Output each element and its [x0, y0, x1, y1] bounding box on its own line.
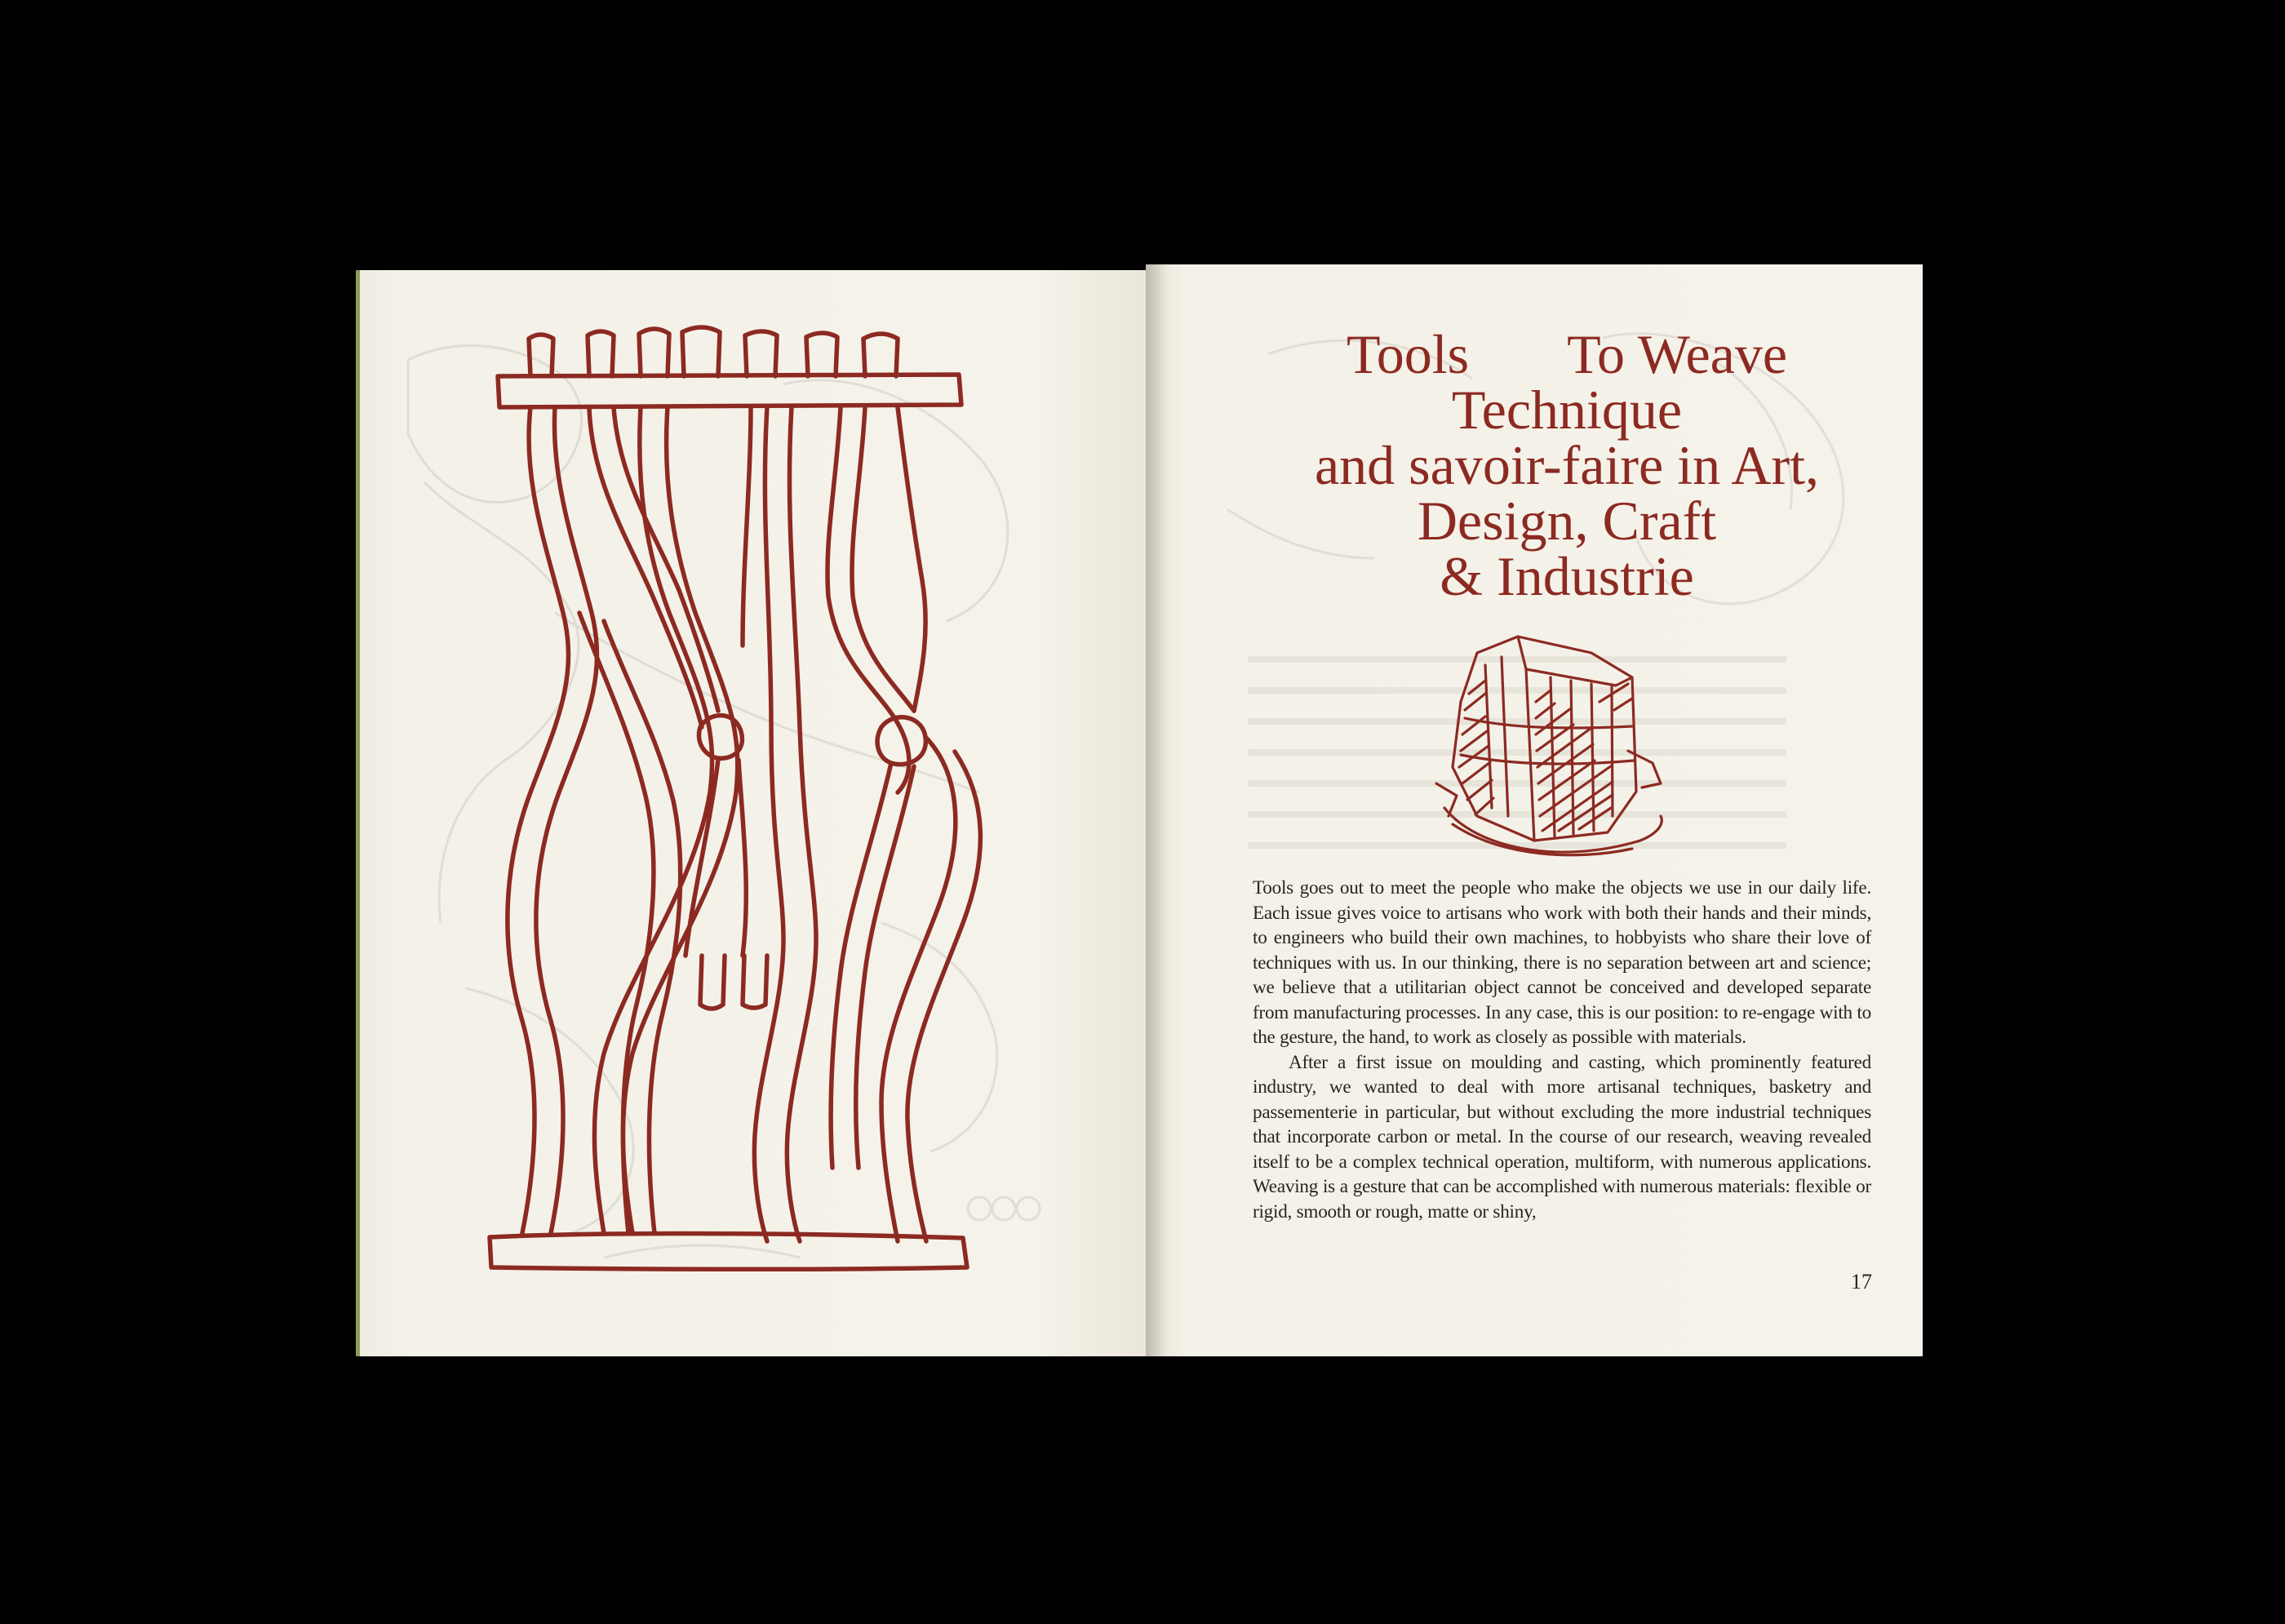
article-title	[1273, 323, 1861, 607]
woven-strands-drawing	[359, 270, 1156, 1356]
title-line-design-craft: Design, Craft	[1417, 490, 1717, 552]
title-first-line	[1273, 323, 1861, 385]
title-word-tools: Tools	[1347, 323, 1470, 385]
body-paragraph-1: Tools goes out to meet the people who make the objects we use in our daily life. Each issue gives voice to artisans who work with both their hands and their minds, to engineers who build their own machines, to hobbyists who share their love of techniques with us. In our thinking, there is no separation between art and science; we believe that a utilitarian object cannot be conceived and developed separate from manufacturing processes. In any case, this is our position: to re-engage with to the gesture, the hand, to work as closely as possible with materials.	[1253, 877, 1871, 1048]
title-line-industrie: & Industrie	[1440, 545, 1694, 607]
title-line-savoir-faire: and savoir-faire in Art,	[1315, 434, 1819, 496]
title-line-technique: Technique	[1451, 379, 1683, 441]
title-word-to-weave: To Weave	[1567, 323, 1787, 385]
body-paragraph-2: After a first issue on moulding and casting, which prominently featured industry, we wanted to deal with more artisanal techniques, basketry and passementerie in particular, but without excluding the more industrial techniques that incorporate carbon or metal. In the course of our research, weaving revealed itself to be a complex technical operation, multiform, with numerous applications. Weaving is a gesture that can be accomplished with numerous materials: flexible or rigid, smooth or rough, matte or shiny,	[1253, 1051, 1871, 1222]
page-number: 17	[1851, 1270, 1872, 1293]
woven-block-drawing	[1428, 620, 1673, 865]
article-body	[1253, 876, 1871, 1224]
